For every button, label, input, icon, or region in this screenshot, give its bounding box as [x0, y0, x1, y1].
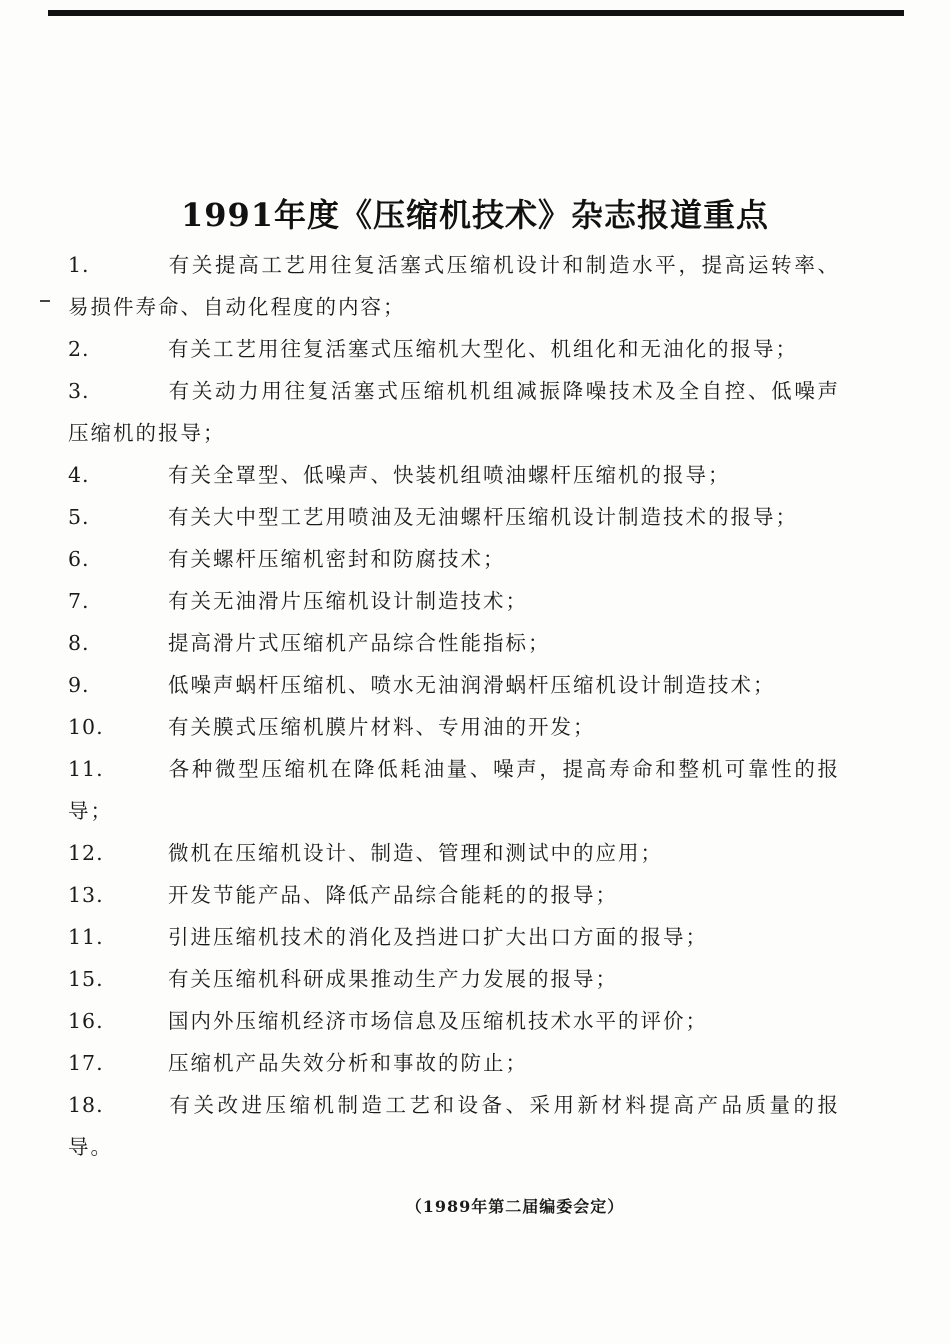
list-item — [68, 832, 840, 874]
list-item — [68, 706, 840, 748]
list-item — [68, 370, 840, 454]
item-text: 有关动力用往复活塞式压缩机机组减振降噪技术及全自控、低噪声压缩机的报导； — [68, 379, 840, 445]
list-item — [68, 580, 840, 622]
item-text: 微机在压缩机设计、制造、管理和测试中的应用； — [168, 841, 663, 865]
item-number: 7. — [68, 589, 90, 613]
list-item — [68, 538, 840, 580]
list-item — [68, 1084, 840, 1168]
list-item — [68, 664, 840, 706]
item-text: 提高滑片式压缩机产品综合性能指标； — [168, 631, 551, 655]
list-item — [68, 328, 840, 370]
item-number: 2. — [68, 337, 90, 361]
item-text: 有关螺杆压缩机密封和防腐技术； — [168, 547, 506, 571]
item-text: 有关改进压缩机制造工艺和设备、采用新材料提高产品质量的报导。 — [68, 1093, 840, 1159]
list-item — [68, 1000, 840, 1042]
list-item — [68, 622, 840, 664]
item-text: 压缩机产品失效分析和事故的防止； — [168, 1051, 528, 1075]
list-item — [68, 454, 840, 496]
item-number: 11. — [68, 925, 104, 949]
list-item — [68, 874, 840, 916]
margin-mark — [40, 300, 50, 302]
item-text: 有关大中型工艺用喷油及无油螺杆压缩机设计制造技术的报导； — [168, 505, 798, 529]
list-item — [68, 958, 840, 1000]
list-item — [68, 748, 840, 832]
item-number: 12. — [68, 841, 104, 865]
report-list — [68, 244, 840, 1168]
item-number: 3. — [68, 379, 90, 403]
item-text: 有关无油滑片压缩机设计制造技术； — [168, 589, 528, 613]
item-number: 1. — [68, 253, 90, 277]
item-number: 10. — [68, 715, 104, 739]
item-text: 有关提高工艺用往复活塞式压缩机设计和制造水平，提高运转率、易损件寿命、自动化程度的内容； — [68, 253, 840, 319]
item-number: 13. — [68, 883, 104, 907]
item-text: 有关全罩型、低噪声、快装机组喷油螺杆压缩机的报导； — [168, 463, 731, 487]
page-title: 1991年度《压缩机技术》杂志报道重点 — [180, 196, 770, 235]
list-item — [68, 1042, 840, 1084]
top-rule — [48, 10, 904, 16]
item-text: 有关工艺用往复活塞式压缩机大型化、机组化和无油化的报导； — [168, 337, 798, 361]
item-number: 9. — [68, 673, 90, 697]
signoff-note: （1989年第二届编委会定） — [405, 1197, 625, 1216]
list-item — [68, 496, 840, 538]
item-text: 各种微型压缩机在降低耗油量、噪声，提高寿命和整机可靠性的报导； — [68, 757, 840, 823]
item-text: 有关压缩机科研成果推动生产力发展的报导； — [168, 967, 618, 991]
list-item — [68, 244, 840, 328]
item-number: 15. — [68, 967, 104, 991]
item-text: 国内外压缩机经济市场信息及压缩机技术水平的评价； — [168, 1009, 708, 1033]
item-text: 低噪声蜗杆压缩机、喷水无油润滑蜗杆压缩机设计制造技术； — [168, 673, 776, 697]
item-number: 16. — [68, 1009, 104, 1033]
item-number: 17. — [68, 1051, 104, 1075]
item-number: 4. — [68, 463, 90, 487]
item-text: 有关膜式压缩机膜片材料、专用油的开发； — [168, 715, 596, 739]
item-text: 开发节能产品、降低产品综合能耗的的报导； — [168, 883, 618, 907]
item-number: 8. — [68, 631, 90, 655]
item-number: 11. — [68, 757, 104, 781]
item-text: 引进压缩机技术的消化及挡进口扩大出口方面的报导； — [168, 925, 708, 949]
item-number: 18. — [68, 1093, 104, 1117]
item-number: 5. — [68, 505, 90, 529]
list-item — [68, 916, 840, 958]
item-number: 6. — [68, 547, 90, 571]
